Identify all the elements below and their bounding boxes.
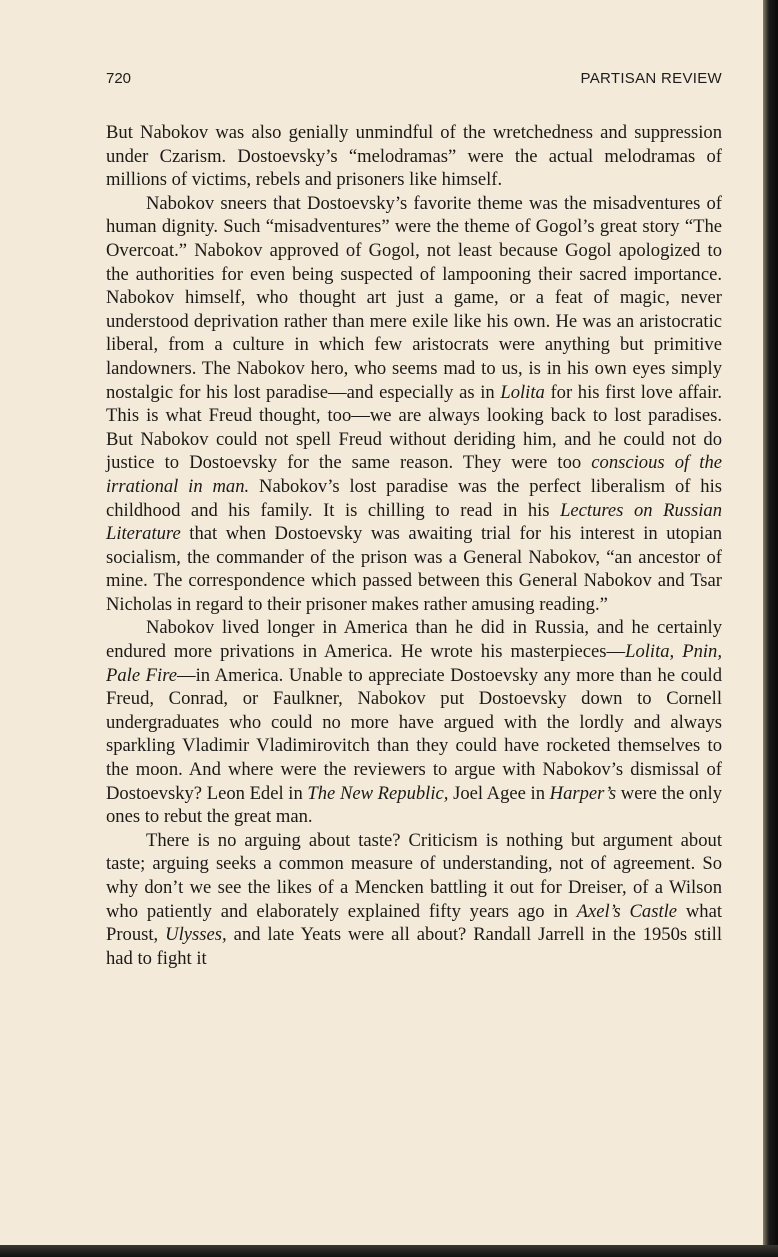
italic-title-text: Lectures on Russian Literature <box>106 499 722 545</box>
running-header <box>106 70 722 94</box>
paragraph-text: Nabokov lived longer in America than he did in Russia, and he certainly endured more privations in America. He wrote his masterpieces— <box>106 617 722 663</box>
paragraph-text: There is no arguing about taste? Criticism is nothing but argument about taste; arguing seeks a common measure of understanding, not of agreement. So why don’t we see the likes of a Mencken battling it out for Dreiser, of a Wilson who patiently and elaborately explained fifty years ago in <box>106 829 722 922</box>
italic-title-text: Lolita, Pnin, Pale Fire <box>106 641 723 686</box>
paragraph-text: Nabokov’s lost paradise was the perfect liberalism of his childhood and his family. It is chilling to read in his <box>106 475 722 521</box>
paragraph-text: —in America. Unable to appreciate Dostoevsky any more than he could Freud, Conrad, or Faulkner, Nabokov put Dostoevsky down to Cornell undergraduates who could no more have argued with the lordly and always sparkling Vladimir Vladimirovitch than they could have rocketed themselves to the moon. And where were the reviewers to argue with Nabokov’s dismissal of Dostoevsky? Leon Edel in <box>106 664 723 804</box>
paragraph-text: and late Yeats were all about? Randall Jarrell in the 1950s still had to fight it <box>106 924 723 969</box>
paragraph-1 <box>106 121 722 192</box>
paragraph-text: what Proust, <box>106 900 723 946</box>
italic-title-text: The New Republic, <box>307 782 449 804</box>
paragraph-2 <box>106 192 722 617</box>
book-spine-shadow <box>763 0 778 1257</box>
page-bottom-edge <box>0 1245 778 1257</box>
paragraph-text: that when Dostoevsky was awaiting trial for his interest in utopian socialism, the commander of the prison was a General Nabokov, “an ancestor of mine. The correspondence which passed between this General Nabokov and Tsar Nicholas in regard to their prisoner makes rather amusing reading.” <box>106 523 722 615</box>
paragraph-text: Nabokov sneers that Dostoevsky’s favorite theme was the misadventures of human dignity. Such “misadventures” were the theme of Gogol’s great story “The Overcoat.” Nabokov approved of Gogol, not least because Gogol apologized to the authorities for even being suspected of lampooning their sacred importance. Nabokov himself, who thought art just a game, or a feat of magic, never understood deprivation rather than mere exile like his own. He was an aristocratic liberal, from a culture in which few aristocrats were anything but primitive landowners. The Nabokov hero, who seems mad to us, is in his own eyes simply nostalgic for his lost paradise—and especially as in <box>106 192 722 403</box>
italic-title-text: Axel’s Castle <box>576 900 678 922</box>
paragraph-text: were the only ones to rebut the great man. <box>106 782 723 828</box>
italic-title-text: Harper’s <box>549 782 617 804</box>
paragraph-text: But Nabokov was also genially unmindful of the wretchedness and suppression under Czarism. Dostoevsky’s “melodramas” were the actual melodramas of millions of victims, rebels and prisoners like himself. <box>106 122 722 191</box>
journal-title: PARTISAN REVIEW <box>580 70 722 87</box>
paragraph-4 <box>106 829 722 971</box>
body-text <box>106 121 722 970</box>
italic-title-text: Ulysses, <box>165 924 227 946</box>
italic-title-text: conscious of the irrational in man. <box>106 452 722 497</box>
italic-title-text: Lolita <box>500 381 545 403</box>
page-number: 720 <box>106 70 132 87</box>
paragraph-3 <box>106 616 722 828</box>
paragraph-text: for his first love affair. This is what Freud thought, too—we are always looking back to lost paradises. But Nabokov could not spell Freud without deriding him, and he could not do justice to Dostoevsky for the same reason. They were too <box>106 381 722 474</box>
paragraph-text: Joel Agee in <box>448 782 550 804</box>
